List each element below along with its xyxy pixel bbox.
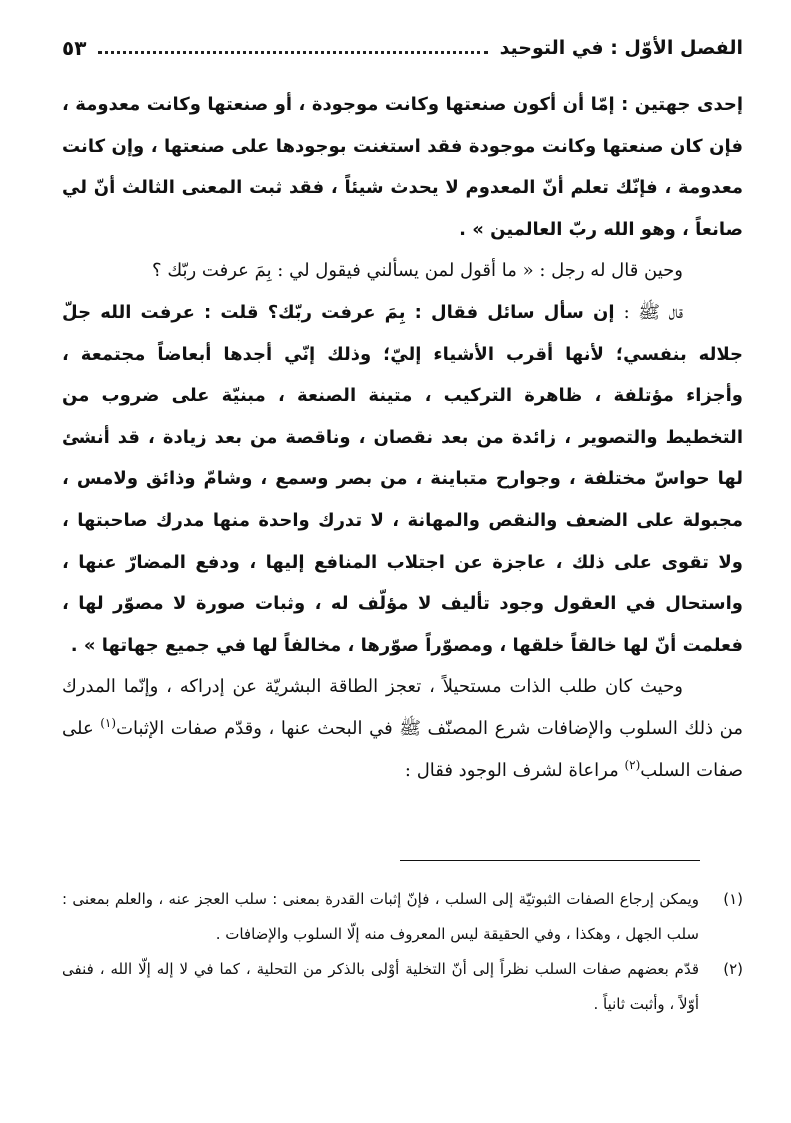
paragraph-text: إحدى جهتين : إمّا أن أكون صنعتها وكانت موجودة ، أو صنعتها وكانت معدومة ، فإن كان صنعتها وكانت موجودة فقد استغنت بوجودها على صنعتها ، وإن كانت معدومة ، فإنّك تعلم أنّ المعدوم لا يحدث شيئاً ، فقد ثبت المعنى الثالث أنّ لي صانعاً ، وهو الله ربّ العالمين » . [62, 94, 743, 240]
footnote-ref-2[interactable]: (٢) [624, 757, 641, 772]
paragraph-text: إن سأل سائل فقال : بِمَ عرفت ربّك؟ قلت : عرفت الله جلّ جلاله بنفسي؛ لأنها أقرب الأشياء إليّ؛ وذلك إنّي أجدها أبعاضاً مجتمعة ، وأجزاء مؤتلفة ، ظاهرة التركيب ، متينة الصنعة ، مبنيّة على ضروب من التخطيط والتصوير ، زائدة من بعد نقصان ، وناقصة من بعد زيادة ، قد أنشئ لها حواسّ مختلفة ، وجوارح متباينة ، من بصر وسمع ، وشامّ وذائق ولامس ، مجبولة على الضعف والنقص والمهانة ، لا تدرك واحدة منها مدرك صاحبتها ، ولا تقوى على ذلك ، عاجزة عن اجتلاب المنافع إليها ، ودفع المضارّ عنها ، واستحال في العقول وجود تأليف لا مؤلّف له ، وثبات صورة لا مصوّر لها ، فعلمت أنّ لها خالقاً خلقها ، ومصوّراً صوّرها ، مخالفاً لها في جميع جهاتها » . [62, 301, 743, 656]
running-head: الفصل الأوّل : في التوحيد [499, 37, 743, 59]
footnote-text: ويمكن إرجاع الصفات الثبوتيّة إلى السلب ، فإنّ إثبات القدرة بمعنى : سلب العجز عنه ، والعلم بمعنى : سلب الجهل ، وهكذا ، وفي الحقيقة ليس المعروف منه إلّا السلوب والإضافات . [62, 890, 699, 943]
footnote-number: (١) [723, 890, 743, 908]
page-number: ٥٣ [62, 36, 87, 60]
footnote-separator [400, 860, 700, 861]
paragraph-lead: قال ﷺ : [623, 301, 683, 323]
dotted-leader [98, 51, 487, 54]
paragraph-text: على صفات السلب [62, 717, 743, 781]
paragraph-text: مراعاة لشرف الوجود فقال : [404, 759, 625, 781]
body-text [62, 84, 743, 791]
page-header [62, 30, 743, 66]
footnote-1 [62, 882, 743, 952]
paragraph-question [62, 250, 743, 292]
footnote-text: قدّم بعضهم صفات السلب نظراً إلى أنّ التخلية أوْلى بالذكر من التحلية ، كما في لا إله إلّا الله ، فنفى أوّلاً ، وأثبت ثانياً . [62, 960, 699, 1013]
paragraph-quote-continuation [62, 84, 743, 250]
footnote-number: (٢) [723, 960, 743, 978]
paragraph-commentary [62, 666, 743, 791]
footnote-2 [62, 952, 743, 1022]
footnote-ref-1[interactable]: (١) [100, 715, 117, 730]
paragraph-answer [62, 292, 743, 666]
paragraph-text: وحين قال له رجل : « ما أقول لمن يسألني فيقول لي : بِمَ عرفت ربّك ؟ [152, 260, 683, 282]
paragraph-text: وحيث كان طلب الذات مستحيلاً ، تعجز الطاقة البشريّة عن إدراكه ، وإنّما المدرك من ذلك السلوب والإضافات شرع المصنّف ﷺ في البحث عنها ، وقدّم صفات الإثبات [62, 676, 743, 739]
footnotes [62, 882, 743, 1022]
